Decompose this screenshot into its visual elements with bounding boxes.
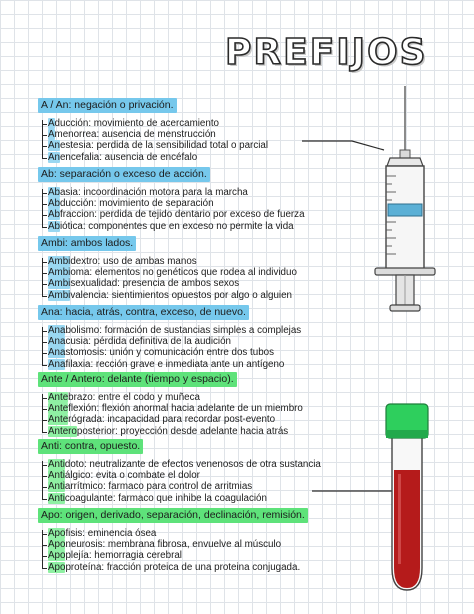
prefix: Ante — [48, 403, 69, 415]
definition: álgico: evita o combate el dolor — [64, 470, 200, 482]
list-item — [48, 221, 338, 232]
list-item — [48, 278, 338, 289]
list-item — [48, 129, 338, 140]
list-item — [48, 539, 338, 550]
list-item — [48, 187, 338, 198]
prefix: Ana — [48, 347, 66, 359]
prefix: Anti — [48, 470, 65, 482]
section-header: Ana: hacia, atrás, contra, exceso, de nuevo. — [38, 305, 249, 320]
list-item — [48, 267, 338, 278]
list-item — [48, 198, 338, 209]
prefix: Apo — [48, 561, 66, 573]
prefix: An — [48, 151, 60, 163]
definition: rógrada: incapacidad para recordar post-evento — [68, 414, 276, 426]
prefix: Ana — [48, 336, 66, 348]
definition: menorrea: ausencia de menstrucción — [54, 129, 216, 141]
list-item — [48, 528, 338, 539]
list-item — [48, 550, 338, 561]
section-ana — [38, 302, 338, 370]
list-item — [48, 493, 338, 504]
prefix: Ab — [48, 187, 60, 198]
definition: estesia: perdida de la sensibilidad total o parcial — [59, 140, 269, 152]
definition: sexualidad: presencia de ambos sexos — [70, 278, 240, 290]
list-item — [48, 118, 338, 129]
prefix: Apo — [48, 528, 66, 539]
definition: filaxia: rección grave e inmediata ante un antígeno — [65, 358, 285, 370]
list-item — [48, 414, 338, 425]
list-item — [48, 209, 338, 220]
section-a-an — [38, 95, 338, 163]
test-tube-icon — [386, 404, 428, 590]
prefix: Ana — [48, 358, 66, 370]
section-apo — [38, 505, 338, 573]
definition: neurosis: membrana fibrosa, envuelve al músculo — [65, 539, 282, 551]
definition: stomosis: unión y comunicación entre dos tubos — [65, 347, 275, 359]
list-item — [48, 470, 338, 481]
prefix: Anti — [48, 492, 65, 504]
definition: brazo: entre el codo y muñeca — [68, 392, 200, 403]
prefix: Anti — [48, 459, 65, 470]
prefix: Ambi — [48, 289, 71, 301]
list-item — [48, 140, 338, 151]
definition: posterior: proyección desde adelante hacia atrás — [76, 425, 289, 437]
prefix: Apo — [48, 539, 66, 551]
list-item — [48, 290, 338, 301]
definition: encefalia: ausencia de encéfalo — [59, 151, 198, 163]
definition: ducción: movimiento de acercamiento — [54, 118, 219, 129]
list-item — [48, 562, 338, 573]
section-header: Ambi: ambos lados. — [38, 236, 136, 251]
section-ambi — [38, 233, 338, 301]
definition: asia: incoordinación motora para la marcha — [59, 187, 248, 198]
section-header: Ante / Antero: delante (tiempo y espacio). — [38, 372, 237, 387]
section-header: Ab: separación o exceso de acción. — [38, 167, 210, 182]
page-title: PREFIJOS — [225, 32, 428, 73]
prefix: An — [48, 140, 60, 152]
prefix: Apo — [48, 550, 66, 562]
definition: flexión: flexión anormal hacia adelante de un miembro — [68, 403, 303, 415]
list-item — [48, 403, 338, 414]
prefix: Ambi — [48, 256, 71, 267]
section-header: Anti: contra, opuesto. — [38, 439, 143, 454]
prefix: Ambi — [48, 267, 71, 279]
definition: fisis: eminencia ósea — [65, 528, 157, 539]
prefix: A — [48, 118, 55, 129]
definition: oma: elementos no genéticos que rodea al individuo — [70, 267, 297, 279]
list-item — [48, 481, 338, 492]
section-anti — [38, 436, 338, 504]
definition: proteína: fracción proteica de una proteina conjugada. — [65, 561, 301, 573]
definition: doto: neutralizante de efectos venenosos de otra sustancia — [64, 459, 321, 470]
definition: ducción: movimiento de separación — [59, 198, 214, 210]
prefix: Ante — [48, 414, 69, 426]
list-item — [48, 347, 338, 358]
prefix: Ambi — [48, 278, 71, 290]
definition: coagulante: farmaco que inhibe la coagulación — [64, 492, 267, 504]
definition: fraccion: perdida de tejido dentario por exceso de fuerza — [59, 209, 305, 221]
list-item — [48, 152, 338, 163]
prefix: Antero — [48, 425, 77, 437]
definition: cusia: pérdida definitiva de la audición — [65, 336, 232, 348]
prefix: Ab — [48, 220, 60, 232]
definition: valencia: sientimientos opuestos por algo o alguien — [70, 289, 292, 301]
prefix: Ab — [48, 209, 60, 221]
prefix: Anti — [48, 481, 65, 493]
definition: dextro: uso de ambas manos — [70, 256, 197, 267]
prefix: A — [48, 129, 55, 141]
definition: bolismo: formación de sustancias simples a complejas — [65, 325, 302, 336]
definition: arrítmico: farmaco para control de arritmias — [64, 481, 253, 493]
syringe-icon — [375, 86, 435, 311]
definition: iótica: componentes que en exceso no permite la vida — [59, 220, 294, 232]
section-header: A / An: negación o privación. — [38, 98, 177, 113]
prefix: Ab — [48, 198, 60, 210]
list-item — [48, 336, 338, 347]
section-ab — [38, 164, 338, 232]
section-header: Apo: origen, derivado, separación, declinación, remisión. — [38, 508, 308, 523]
prefix: Ana — [48, 325, 66, 336]
prefix: Ante — [48, 392, 69, 403]
section-ante — [38, 369, 338, 437]
list-item — [48, 256, 338, 267]
list-item — [48, 459, 338, 470]
definition: plejía: hemorragia cerebral — [65, 550, 182, 562]
list-item — [48, 392, 338, 403]
list-item — [48, 325, 338, 336]
